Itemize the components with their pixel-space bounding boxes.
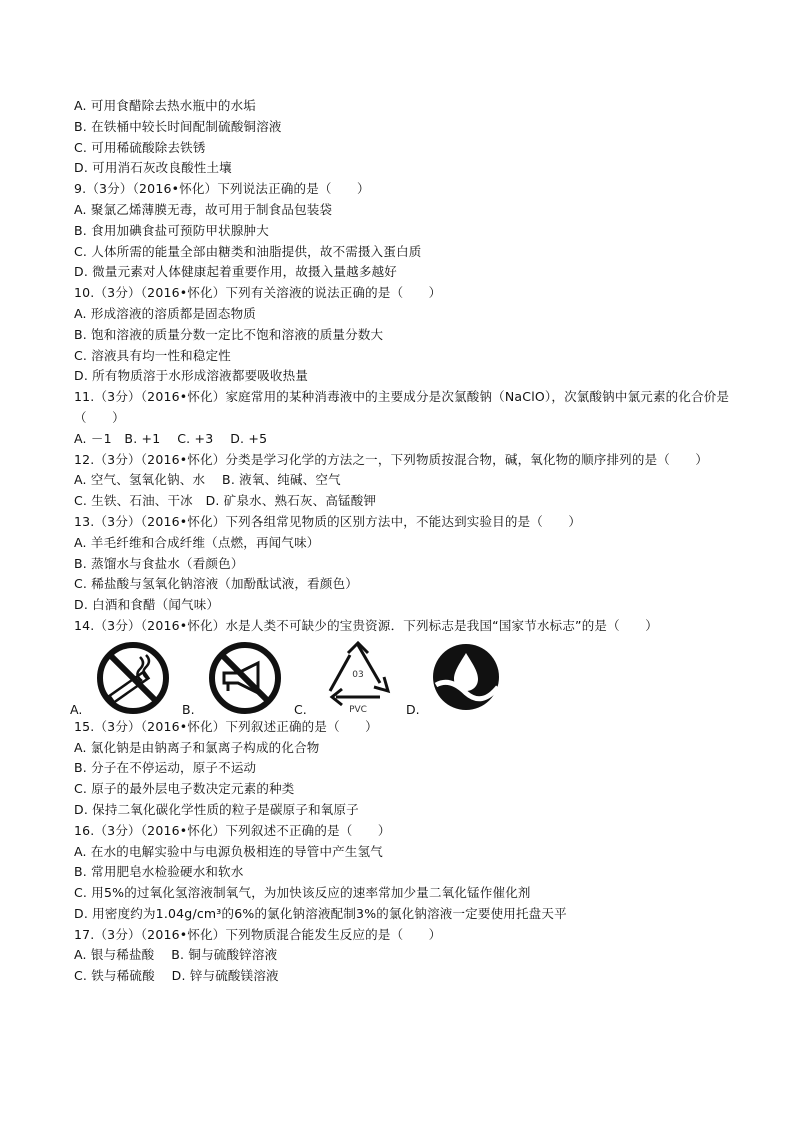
question-15: 15.（3分）（2016•怀化）下列叙述正确的是（ ） (74, 718, 378, 734)
pvc-recycle-icon (318, 639, 398, 717)
q13-option-d: D. 白酒和食醋（闻气味） (74, 597, 220, 613)
question-11: 11.（3分）（2016•怀化）家庭常用的某种消毒液中的主要成分是次氯酸钠（NaClO），次氯酸钠中氯元素的化合价是（ ） (74, 389, 730, 425)
question-17: 17.（3分）（2016•怀化）下列物质混合能发生反应的是（ ） (74, 926, 442, 942)
option-label: C. (294, 701, 307, 717)
q14-icon-options (70, 637, 734, 717)
q13-option-b: B. 蒸馏水与食盐水（看颜色） (74, 555, 244, 571)
question-9: 9.（3分）（2016•怀化）下列说法正确的是（ ） (74, 181, 370, 197)
q8-option-d: D. 可用消石灰改良酸性土壤 (74, 160, 232, 176)
q12-options-cd: C. 生铁、石油、干冰 D. 矿泉水、熟石灰、高锰酸钾 (74, 493, 377, 509)
q14-option-a (70, 637, 184, 717)
q16-option-a: A. 在水的电解实验中与电源负极相连的导管中产生氢气 (74, 843, 383, 859)
q8-option-b: B. 在铁桶中较长时间配制硫酸铜溶液 (74, 118, 282, 134)
q17-options-cd: C. 铁与稀硫酸 D. 锌与硫酸镁溶液 (74, 968, 279, 984)
question-13: 13.（3分）（2016•怀化）下列各组常见物质的区别方法中，不能达到实验目的是（ ） (74, 513, 582, 529)
pvc-text: PVC (349, 704, 367, 715)
q10-option-a: A. 形成溶液的溶质都是固态物质 (74, 305, 256, 321)
question-14: 14.（3分）（2016•怀化）水是人类不可缺少的宝贵资源．下列标志是我国“国家节水标志”的是（ ） (74, 617, 658, 633)
q8-option-a: A. 可用食醋除去热水瓶中的水垢 (74, 98, 256, 113)
q16-option-b: B. 常用肥皂水检验硬水和软水 (74, 864, 244, 880)
q13-option-c: C. 稀盐酸与氢氧化钠溶液（加酚酞试液，看颜色） (74, 576, 358, 592)
question-10: 10.（3分）（2016•怀化）下列有关溶液的说法正确的是（ ） (74, 285, 442, 301)
q16-option-c: C. 用5%的过氧化氢溶液制氧气，为加快该反应的速率常加少量二氧化锰作催化剂 (74, 885, 531, 901)
q9-option-a: A. 聚氯乙烯薄膜无毒，故可用于制食品包装袋 (74, 201, 333, 217)
q9-option-c: C. 人体所需的能量全部由糖类和油脂提供，故不需摄入蛋白质 (74, 243, 422, 259)
q10-option-c: C. 溶液具有均一性和稳定性 (74, 347, 231, 363)
q13-option-a: A. 羊毛纤维和合成纤维（点燃，再闻气味） (74, 534, 320, 550)
q16-option-d: D. 用密度约为1.04g/cm³的6%的氯化钠溶液配制3%的氯化钠溶液一定要使用托盘天平 (74, 905, 567, 921)
option-label: D. (406, 701, 420, 717)
question-12: 12.（3分）（2016•怀化）分类是学习化学的方法之一，下列物质按混合物，碱，氧化物的顺序排列的是（ ） (74, 451, 709, 467)
q17-options-ab: A. 银与稀盐酸 B. 铜与硫酸锌溶液 (74, 947, 278, 963)
q15-option-c: C. 原子的最外层电子数决定元素的种类 (74, 781, 295, 797)
q14-option-d (406, 637, 520, 717)
question-16: 16.（3分）（2016•怀化）下列叙述不正确的是（ ） (74, 822, 391, 838)
document-page (70, 96, 734, 987)
q10-option-b: B. 饱和溶液的质量分数一定比不饱和溶液的质量分数大 (74, 326, 384, 342)
q9-option-d: D. 微量元素对人体健康起着重要作用，故摄入量越多越好 (74, 264, 397, 280)
water-saving-icon (430, 641, 502, 713)
q14-option-c (294, 637, 408, 717)
q8-option-c: C. 可用稀硫酸除去铁锈 (74, 139, 206, 155)
q10-option-d: D. 所有物质溶于水形成溶液都要吸收热量 (74, 368, 309, 384)
q15-option-b: B. 分子在不停运动，原子不运动 (74, 760, 257, 776)
pvc-code: 03 (352, 669, 364, 680)
no-smoking-icon (94, 639, 172, 717)
q12-options-ab: A. 空气、氢氧化钠、水 B. 液氧、纯碱、空气 (74, 472, 341, 488)
q15-option-d: D. 保持二氧化碳化学性质的粒子是碳原子和氧原子 (74, 801, 359, 817)
option-label: A. (70, 701, 83, 717)
no-horn-icon (206, 639, 284, 717)
q14-option-b (182, 637, 296, 717)
q15-option-a: A. 氯化钠是由钠离子和氯离子构成的化合物 (74, 739, 320, 755)
option-label: B. (182, 701, 195, 717)
q11-options: A. －1 B. +1 C. +3 D. +5 (74, 430, 268, 446)
q9-option-b: B. 食用加碘食盐可预防甲状腺肿大 (74, 222, 269, 238)
